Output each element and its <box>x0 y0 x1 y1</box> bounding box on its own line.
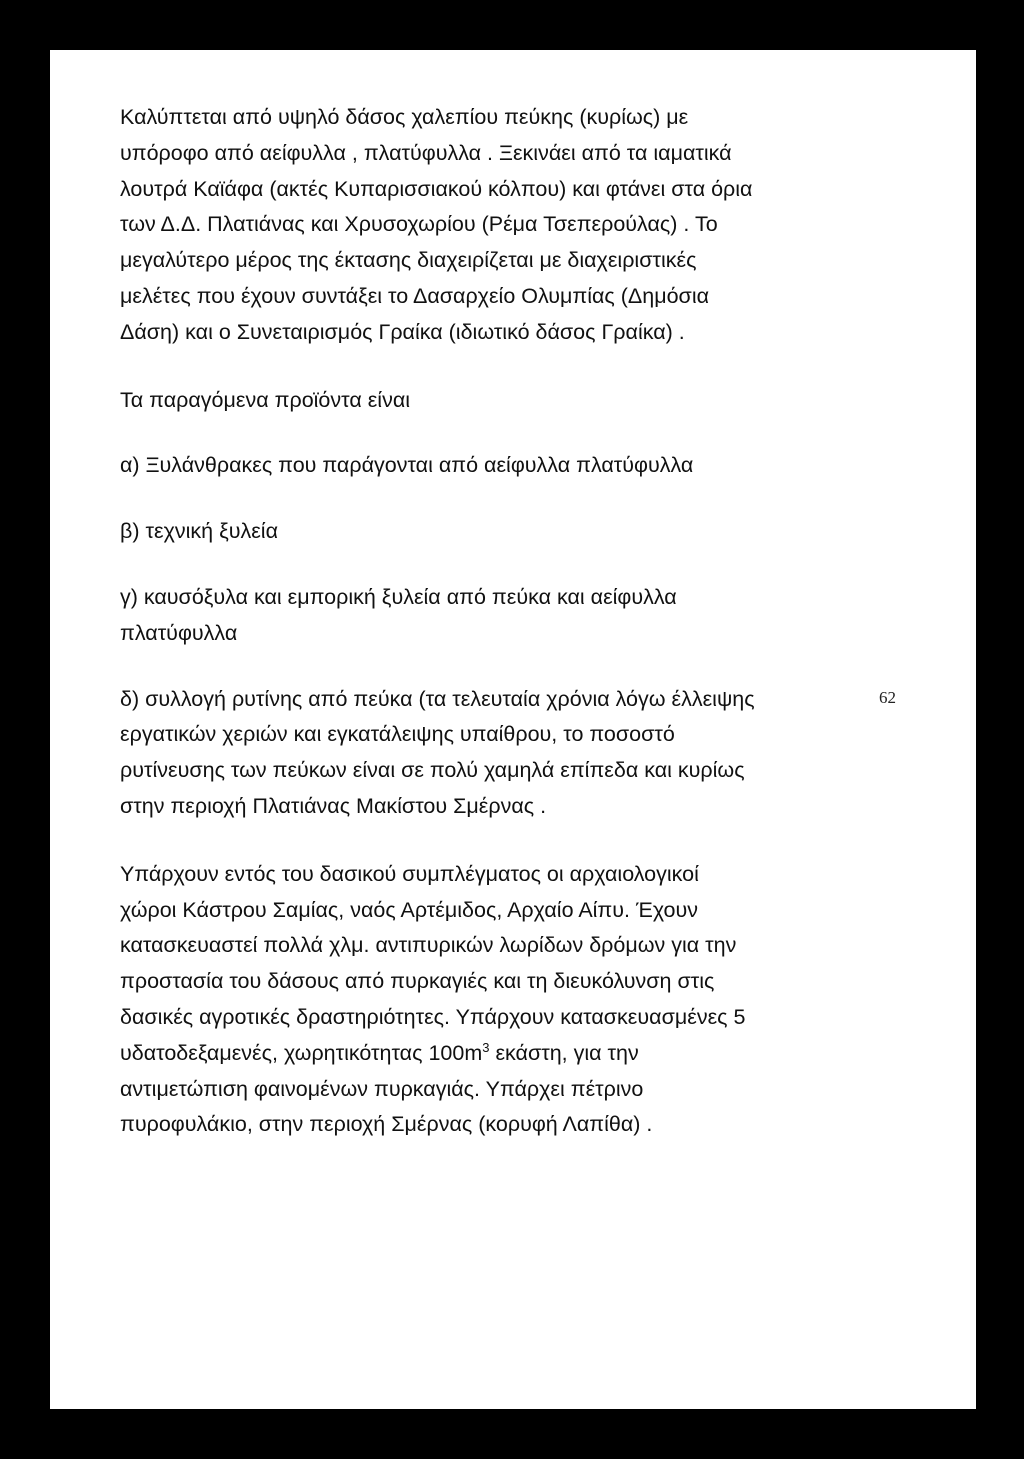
list-item-charcoal: α) Ξυλάνθρακες που παράγονται από αείφυλλα πλατύφυλλα <box>120 453 694 478</box>
list-item-technical-timber: β) τεχνική ξυλεία <box>120 519 278 544</box>
list-item-resin: δ) συλλογή ρυτίνης από πεύκα (τα τελευταία χρόνια λόγω έλλειψης εργατικών χεριών και εγκατάλειψης υπαίθρου, το ποσοστό ρυτίνευσης των πεύκων είναι σε πολύ χαμηλά επίπεδα και κυρίως στην περιοχή Πλατιάνας Μακίστου Σμέρνας . <box>120 686 755 818</box>
document-page <box>50 50 976 1409</box>
paragraph-text-part-2: εκάστη, για την αντιμετώπιση φαινομένων πυρκαγιάς. Υπάρχει πέτρινο πυροφυλάκιο, στην περιοχή Σμέρνας (κορυφή Λαπίθα) . <box>120 1040 653 1137</box>
paragraph-text-part-1: Υπάρχουν εντός του δασικού συμπλέγματος οι αρχαιολογικοί χώροι Κάστρου Σαμίας, ναός Αρτέμιδος, Αρχαίο Αίπυ. Έχουν κατασκευαστεί πολλά χλμ. αντιπυρικών λωρίδων δρόμων για την προστασία του δάσους από πυρκαγιές και τη διευκόλυνση στις δασικές αγροτικές δραστηριότητες. Υπάρχουν κατασκευασμένες 5 υδατοδεξαμενές, χωρητικότητας 100m <box>120 861 746 1065</box>
paragraph-forest-description: Καλύπτεται από υψηλό δάσος χαλεπίου πεύκης (κυρίως) με υπόροφο από αείφυλλα , πλατύφυλλα . Ξεκινάει από τα ιαματικά λουτρά Καϊάφα (ακτές Κυπαρισσιακού κόλπου) και φτάνει στα όρια των Δ.Δ. Πλατιάνας και Χρυσοχωρίου (Ρέμα Τσεπερούλας) . Το μεγαλύτερο μέρος της έκτασης διαχειρίζεται με διαχειριστικές μελέτες που έχουν συντάξει το Δασαρχείο Ολυμπίας (Δημόσια Δάση) και ο Συνεταιρισμός Γραίκα (ιδιωτικό δάσος Γραίκα) . <box>120 105 753 344</box>
document-body <box>120 100 920 1143</box>
paragraph-archaeology-fire-protection <box>120 857 920 1143</box>
page-number: 62 <box>879 688 896 707</box>
list-item-firewood: γ) καυσόξυλα και εμπορική ξυλεία από πεύκα και αείφυλλα πλατύφυλλα <box>120 584 677 645</box>
paragraph-products-intro: Τα παραγόμενα προϊόντα είναι <box>120 387 411 412</box>
superscript-cubic: 3 <box>482 1039 490 1055</box>
